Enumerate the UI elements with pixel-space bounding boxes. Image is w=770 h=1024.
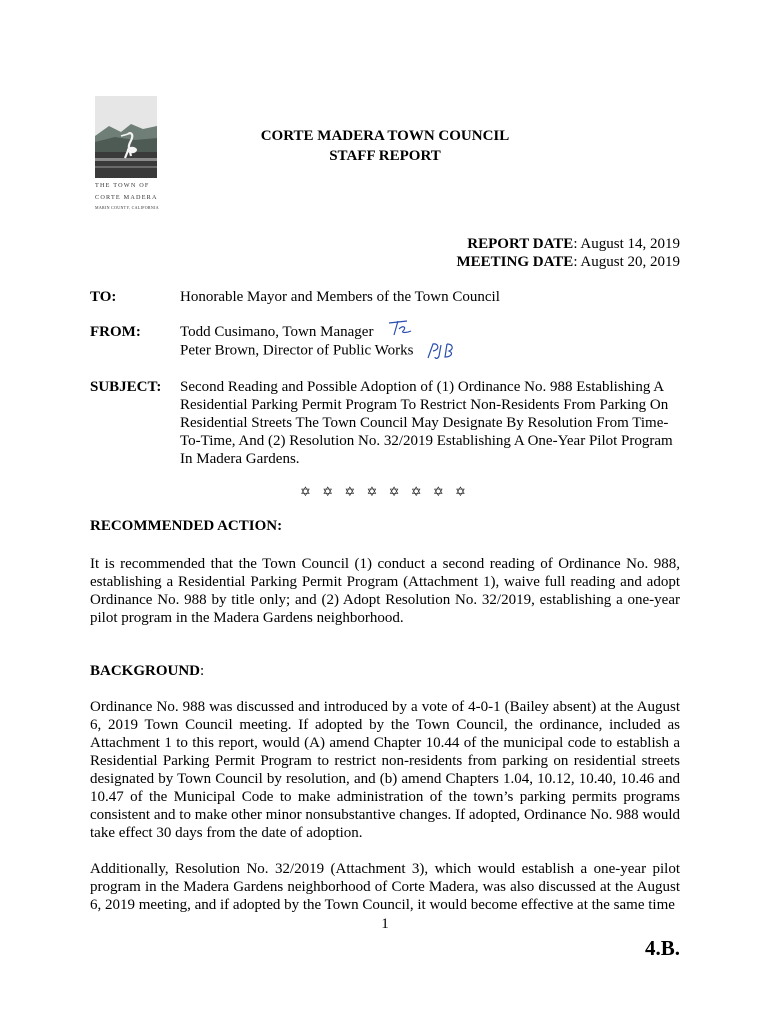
report-dates (456, 235, 680, 271)
signature-initials-icon (425, 341, 461, 361)
meeting-date-line (456, 253, 680, 271)
recommended-action-title: RECOMMENDED ACTION: (90, 518, 283, 534)
meeting-date-label: MEETING DATE (456, 254, 574, 270)
from-person-1: Todd Cusimano, Town Manager (180, 324, 374, 340)
to-label: TO: (90, 289, 117, 305)
from-line-2 (180, 341, 680, 361)
background-paragraph-1: Ordinance No. 988 was discussed and introduced by a vote of 4-0-1 (Bailey absent) at the August 6, 2019 Town Council meeting. If adopted by the Town Council, the ordinance, included as Attachment 1 to this report, would (A) amend Chapter 10.44 of the municipal code to establish a Residential Parking Permit Program to restrict non-residents from parking on residential streets designated by Town Council by resolution, and (b) amend Chapters 1.04, 10.12, 10.40, 10.46 and 10.47 of the Municipal Code to make administration of the town’s parking permits programs consistent and to make other minor nonsubstantive changes. If adopted, Ordinance No. 988 would take effect 30 days from the date of adoption. (90, 699, 680, 841)
report-type: STAFF REPORT (329, 148, 441, 164)
logo-tagline: MARIN COUNTY, CALIFORNIA (95, 205, 159, 210)
from-line-1 (180, 323, 680, 341)
report-date-value: : August 14, 2019 (573, 236, 680, 252)
background-title-colon: : (200, 663, 205, 679)
logo-town-line2: CORTE MADERA (95, 194, 158, 201)
agenda-item-number: 4.B. (644, 936, 680, 960)
from-row (90, 323, 680, 363)
background-title (90, 663, 204, 680)
meeting-date-value: : August 20, 2019 (573, 254, 680, 270)
subject-row (90, 378, 680, 468)
from-value (180, 323, 680, 361)
recommended-action-text: It is recommended that the Town Council (1) conduct a second reading of Ordinance No. 988, establishing a Residential Parking Permit Program (Attachment 1), waive full reading and adopt Ordinance No. 988 by title only; and (2) Adopt Resolution No. 32/2019, establishing a one-year pilot program in the Madera Gardens neighborhood. (90, 556, 680, 626)
to-value: Honorable Mayor and Members of the Town Council (180, 289, 500, 305)
page-number: 1 (381, 916, 389, 932)
subject-label: SUBJECT: (90, 379, 162, 395)
from-label: FROM: (90, 324, 141, 340)
report-date-line (456, 235, 680, 253)
council-title: CORTE MADERA TOWN COUNCIL (260, 128, 510, 144)
signature-initials-icon (385, 317, 415, 339)
background-paragraph-2: Additionally, Resolution No. 32/2019 (Attachment 3), which would establish a one-year pilot program in the Madera Gardens neighborhood of Corte Madera, was also discussed at the August 6, 2019 meeting, and if adopted by the Town Council, it would become effective at the same time (90, 861, 680, 913)
logo-town-line1: THE TOWN OF (95, 182, 150, 189)
report-header (0, 126, 770, 166)
report-date-label: REPORT DATE (467, 236, 574, 252)
subject-value: Second Reading and Possible Adoption of (1) Ordinance No. 988 Establishing A Residential Parking Permit Program To Restrict Non-Residents From Parking On Residential Streets The Town Council May Designate By Resolution From Time-To-Time, And (2) Resolution No. 32/2019 Establishing A One-Year Pilot Program In Madera Gardens. (180, 379, 673, 467)
background-title-text: BACKGROUND (90, 663, 201, 679)
section-separator: ✡ ✡ ✡ ✡ ✡ ✡ ✡ ✡ (300, 484, 470, 499)
from-person-2: Peter Brown, Director of Public Works (180, 342, 414, 359)
